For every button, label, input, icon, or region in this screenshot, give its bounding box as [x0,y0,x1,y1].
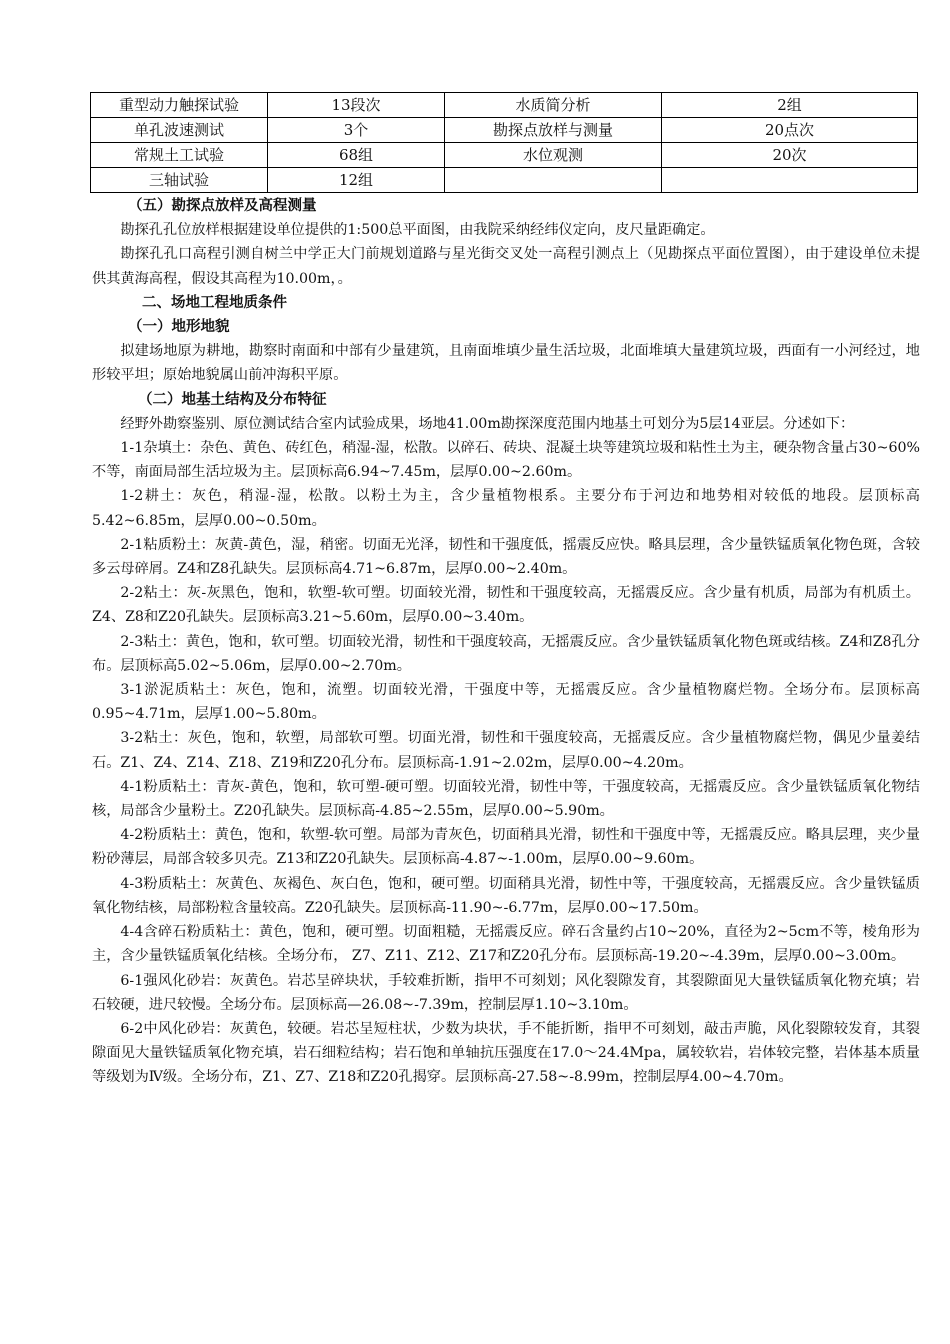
table-cell: 12组 [268,168,445,193]
paragraph: 2-3粘土：黄色，饱和，软可塑。切面较光滑，韧性和干强度较高，无摇震反应。含少量铁锰质氧化物色斑或结核。Z4和Z8孔分布。层顶标高5.02~5.06m，层厚0.00~2.70m。 [92,633,920,674]
table-cell: 13段次 [268,93,445,118]
paragraph: 经野外勘察鉴别、原位测试结合室内试验成果，场地41.00m勘探深度范围内地基土可划分为5层14亚层。分述如下： [120,415,855,432]
paragraph: 2-1粘质粉土：灰黄-黄色，湿，稍密。切面无光泽，韧性和干强度低，摇震反应快。略具层理，含少量铁锰质氧化物色斑，含较多云母碎屑。Z4和Z8孔缺失。层顶标高4.71~6.87m，层厚0.00~2.40m。 [92,536,920,578]
paragraph: 4-3粉质粘土：灰黄色、灰褐色、灰白色，饱和，硬可塑。切面稍具光滑，韧性中等，干强度较高，无摇震反应。含少量铁锰质氧化物结核，局部粉粒含量较高。Z20孔缺失。层顶标高-11.90~-6.77m，层厚0.00~17.50m。 [92,875,920,916]
table-cell [445,168,662,193]
table-cell: 3个 [268,118,445,143]
table-cell: 68组 [268,143,445,168]
section-heading: （一）地形地貌 [128,318,230,336]
paragraph: 拟建场地原为耕地，勘察时南面和中部有少量建筑，且南面堆填少量生活垃圾，北面堆填大量建筑垃圾，西面有一小河经过，地形较平坦；原始地貌属山前冲海积平原。 [92,343,920,384]
paragraph: 6-1强风化砂岩：灰黄色。岩芯呈碎块状，手较难折断，指甲不可刻划；风化裂隙发育，其裂隙面见大量铁锰质氧化物充填；岩石较硬，进尺较慢。全场分布。层顶标高—26.08~-7.39m，控制层厚1.10~3.10m。 [92,972,920,1013]
paragraph: 3-2粘土：灰色，饱和，软塑，局部软可塑。切面光滑，韧性和干强度较高，无摇震反应。含少量植物腐烂物，偶见少量姜结石。Z1、Z4、Z14、Z18、Z19和Z20孔分布。层顶标高-1.91~2.02m，层厚0.00~4.20m。 [92,730,920,771]
table-row [91,93,918,118]
table-cell: 20次 [662,143,918,168]
paragraph: 勘探孔孔位放样根据建设单位提供的1:500总平面图，由我院采纳经纬仪定向，皮尺量距确定。 [120,222,715,239]
paragraph: 6-2中风化砂岩：灰黄色，较硬。岩芯呈短柱状，少数为块状，手不能折断，指甲不可刻划，敲击声脆，风化裂隙较发育，其裂隙面见大量铁锰质氧化物充填，岩石细粒结构；岩石饱和单轴抗压强度在17.0～24.4Mpa，属较软岩，岩体较完整，岩体基本质量等级划为Ⅳ级。全场分布，Z1、Z7、Z18和Z20孔揭穿。层顶标高-27.58~-8.99m，控制层厚4.00~4.70m。 [92,1020,920,1086]
paragraph: 2-2粘土：灰-灰黑色，饱和，软塑-软可塑。切面较光滑，韧性和干强度较高，无摇震反应。含少量有机质，局部为有机质土。Z4、Z8和Z20孔缺失。层顶标高3.21~5.60m，层厚0.00~3.40m。 [92,585,920,626]
paragraph: 1-1杂填土：杂色、黄色、砖红色，稍湿-湿，松散。以碎石、砖块、混凝土块等建筑垃圾和粘性土为主，硬杂物含量占30~60%不等，南面局部生活垃圾为主。层顶标高6.94~7.45m，层厚0.00~2.60m。 [92,440,920,481]
body-text [92,194,920,1090]
table-cell: 重型动力触探试验 [91,93,268,118]
chapter-heading: 二、场地工程地质条件 [142,293,287,311]
table-cell [662,168,918,193]
table-cell: 三轴试验 [91,168,268,193]
survey-work-table [90,92,918,193]
paragraph: 1-2耕土：灰色，稍湿-湿，松散。以粉土为主，含少量植物根系。主要分布于河边和地势相对较低的地段。层顶标高5.42~6.85m，层厚0.00~0.50m。 [92,488,920,529]
paragraph: 4-2粉质粘土：黄色，饱和，软塑-软可塑。局部为青灰色，切面稍具光滑，韧性和干强度中等，无摇震反应。略具层理，夹少量粉砂薄层，局部含较多贝壳。Z13和Z20孔缺失。层顶标高-4.87~-1.00m，层厚0.00~9.60m。 [92,827,920,868]
table-cell: 水质简分析 [445,93,662,118]
table-cell: 单孔波速测试 [91,118,268,143]
table-cell: 20点次 [662,118,918,143]
paragraph: 4-4含碎石粉质粘土：黄色，饱和，硬可塑。切面粗糙，无摇震反应。碎石含量约占10~20%，直径为2~5cm不等，棱角形为主，含少量铁锰质氧化结核。全场分布， Z7、Z11、Z12、Z17和Z20孔分布。层顶标高-19.20~-4.39m，层厚0.00~3.00m。 [92,924,920,965]
table-row [91,143,918,168]
table-cell: 勘探点放样与测量 [445,118,662,143]
paragraph: 3-1淤泥质粘土：灰色，饱和，流塑。切面较光滑，干强度中等，无摇震反应。含少量植物腐烂物。全场分布。层顶标高0.95~4.71m，层厚1.00~5.80m。 [92,682,920,723]
table-cell: 2组 [662,93,918,118]
table-row [91,168,918,193]
section-heading: （二）地基土结构及分布特征 [138,390,327,408]
table-row [91,118,918,143]
section-heading: （五）勘探点放样及高程测量 [128,197,317,214]
table-cell: 水位观测 [445,143,662,168]
paragraph: 勘探孔孔口高程引测自树兰中学正大门前规划道路与星光街交叉处一高程引测点上（见勘探点平面位置图），由于建设单位未提供其黄海高程，假设其高程为10.00m，。 [92,246,920,287]
paragraph: 4-1粉质粘土：青灰-黄色，饱和，软可塑-硬可塑。切面较光滑，韧性中等，干强度较高，无摇震反应。含少量铁锰质氧化物结核，局部含少量粉土。Z20孔缺失。层顶标高-4.85~2.55m，层厚0.00~5.90m。 [92,778,920,820]
table-cell: 常规土工试验 [91,143,268,168]
